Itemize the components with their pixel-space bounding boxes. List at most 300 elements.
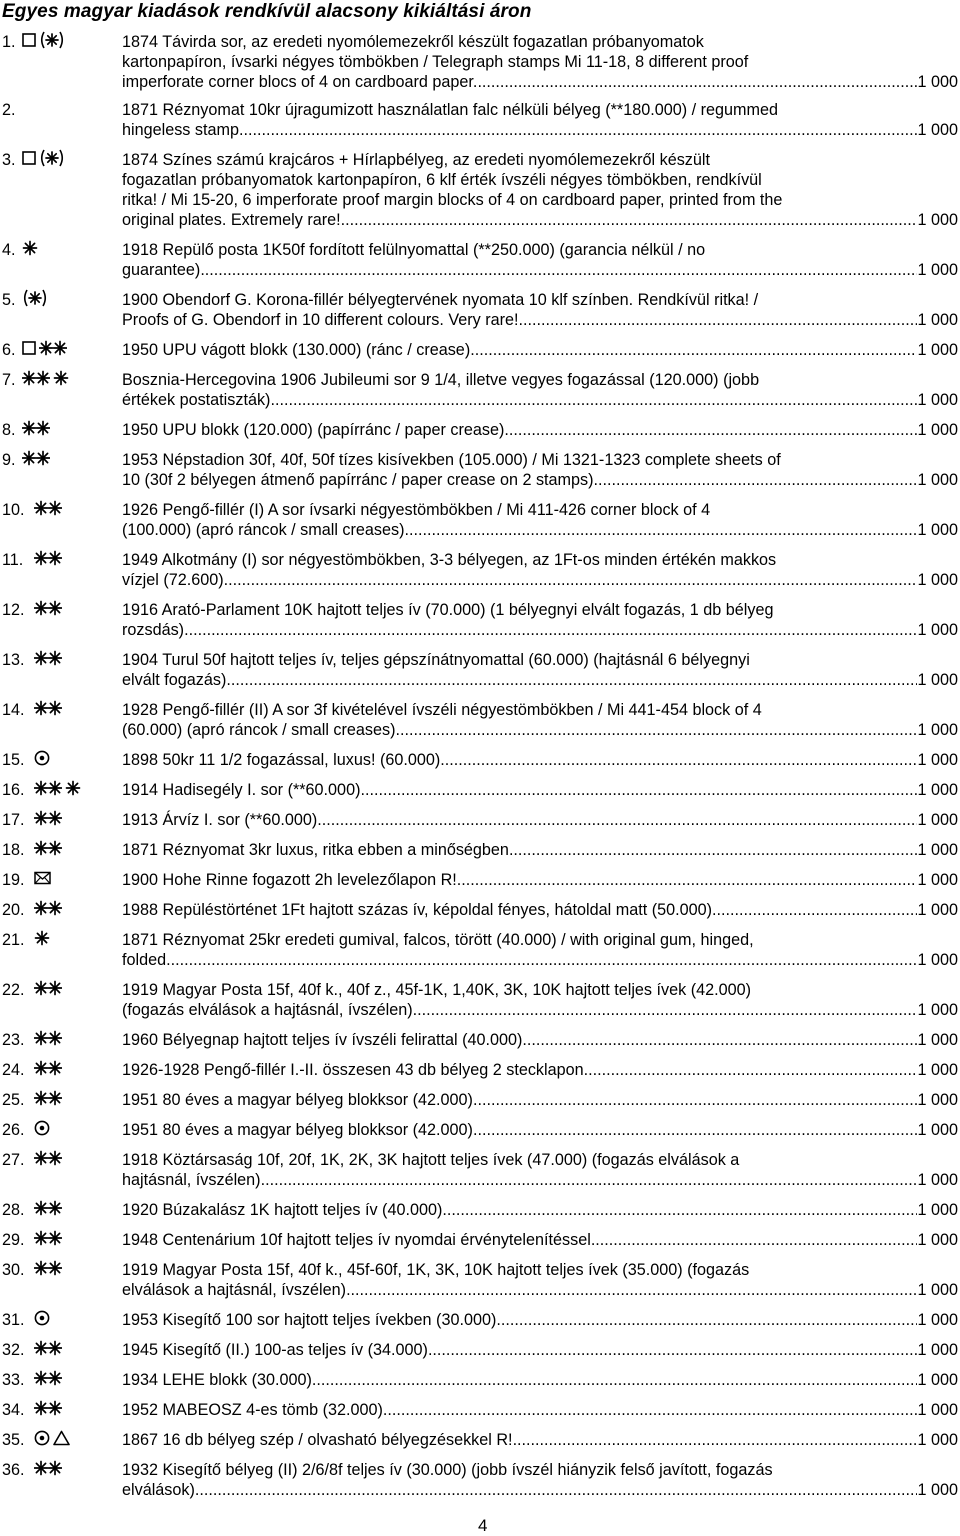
description-line: 1949 Alkotmány (I) sor négyestömbökben, 3-3 bélyegen, az 1Ft-os minden értékén makkos bbox=[122, 551, 777, 569]
price-line bbox=[122, 840, 958, 860]
price-line bbox=[122, 1340, 958, 1360]
description-line: vízjel (72.600) bbox=[122, 571, 224, 589]
description-line: hingeless stamp bbox=[122, 121, 239, 139]
description-line: 1918 Repülő posta 1K50f fordított felülnyomattal (**250.000) (garancia nélkül / no bbox=[122, 241, 706, 259]
used-circle-icon bbox=[34, 1310, 50, 1331]
lot-description bbox=[122, 870, 958, 890]
description-line: 1928 Pengő-fillér (II) A sor 3f kivételével ívszéli négyestömbökben / Mi 441-454 block of 4 bbox=[122, 701, 762, 719]
dot-leader bbox=[341, 210, 918, 230]
double-star-icon bbox=[34, 1060, 62, 1081]
lot-number: 22. bbox=[2, 981, 25, 999]
lot-description bbox=[122, 420, 958, 440]
starting-price: 1 000 bbox=[917, 211, 958, 229]
dot-leader bbox=[513, 1430, 918, 1450]
description-line: (60.000) (apró ráncok / small creases) bbox=[122, 721, 396, 739]
lot-description bbox=[122, 1430, 958, 1450]
starting-price: 1 000 bbox=[917, 1371, 958, 1389]
starting-price: 1 000 bbox=[917, 1231, 958, 1249]
description-line: 1874 Színes számú krajcáros + Hírlapbélyeg, az eredeti nyomólemezekről készült bbox=[122, 151, 710, 169]
starting-price: 1 000 bbox=[917, 721, 958, 739]
description-line: értékek postatiszták) bbox=[122, 391, 271, 409]
lot-description bbox=[122, 1150, 958, 1190]
double-star-icon bbox=[34, 780, 62, 801]
dot-leader bbox=[477, 72, 917, 92]
dot-leader bbox=[224, 570, 918, 590]
price-line bbox=[122, 670, 958, 690]
condition-icons bbox=[34, 601, 62, 619]
price-line bbox=[122, 1030, 958, 1050]
mint-star-icon bbox=[22, 240, 38, 261]
dot-leader bbox=[470, 340, 917, 360]
lot-number: 14. bbox=[2, 701, 25, 719]
double-star-icon bbox=[34, 1150, 62, 1171]
lot-description bbox=[122, 1060, 958, 1080]
description-line: 1919 Magyar Posta 15f, 40f k., 40f z., 45f-1K, 1,40K, 3K, 10K hajtott teljes ívek (42.000) bbox=[122, 981, 751, 999]
condition-icons bbox=[34, 811, 62, 829]
double-star-icon bbox=[34, 650, 62, 671]
double-star-icon bbox=[34, 1200, 62, 1221]
lot-number: 31. bbox=[2, 1311, 25, 1329]
double-star-icon bbox=[34, 1460, 62, 1481]
dot-leader bbox=[519, 310, 918, 330]
lot-description bbox=[122, 1120, 958, 1140]
condition-icons bbox=[34, 1311, 50, 1329]
price-line bbox=[122, 1480, 958, 1500]
description-line: guarantee) bbox=[122, 261, 201, 279]
lot-description bbox=[122, 150, 958, 230]
price-line bbox=[122, 570, 958, 590]
dot-leader bbox=[184, 620, 917, 640]
lot-number: 24. bbox=[2, 1061, 25, 1079]
double-star-icon bbox=[34, 1090, 62, 1111]
condition-icons bbox=[34, 1121, 50, 1139]
description-line: 1951 80 éves a magyar bélyeg blokksor (42.000) bbox=[122, 1091, 473, 1109]
double-star-icon bbox=[34, 1370, 62, 1391]
price-line bbox=[122, 1000, 958, 1020]
lot-description bbox=[122, 1230, 958, 1250]
starting-price: 1 000 bbox=[917, 471, 958, 489]
condition-icons bbox=[34, 981, 62, 999]
starting-price: 1 000 bbox=[917, 521, 958, 539]
dot-leader bbox=[428, 1340, 918, 1360]
description-line: 1948 Centenárium 10f hajtott teljes ív nyomdai érvénytelenítéssel bbox=[122, 1231, 591, 1249]
lot-number: 25. bbox=[2, 1091, 25, 1109]
dot-leader bbox=[504, 420, 917, 440]
double-star-icon bbox=[34, 980, 62, 1001]
starting-price: 1 000 bbox=[917, 1311, 958, 1329]
lot-description bbox=[122, 900, 958, 920]
starting-price: 1 000 bbox=[917, 781, 958, 799]
dot-leader bbox=[594, 470, 918, 490]
starting-price: 1 000 bbox=[917, 1121, 958, 1139]
description-line: 1867 16 db bélyeg szép / olvasható bélyegzésekkel R! bbox=[122, 1431, 513, 1449]
description-line: elvált fogazás) bbox=[122, 671, 227, 689]
condition-icons bbox=[34, 751, 50, 769]
description-line: Proofs of G. Obendorf in 10 different colours. Very rare! bbox=[122, 311, 519, 329]
price-line bbox=[122, 72, 958, 92]
starting-price: 1 000 bbox=[917, 1091, 958, 1109]
description-line: folded bbox=[122, 951, 167, 969]
lot-number: 18. bbox=[2, 841, 25, 859]
lot-description bbox=[122, 1200, 958, 1220]
condition-icons bbox=[22, 451, 50, 469]
price-line bbox=[122, 310, 958, 330]
lot-description bbox=[122, 1030, 958, 1050]
lot-number: 19. bbox=[2, 871, 25, 889]
description-line: 1988 Repüléstörténet 1Ft hajtott százas ív, képoldal fényes, hátoldal matt (50.000) bbox=[122, 901, 712, 919]
lot-description bbox=[122, 240, 958, 280]
description-line: 1874 Távirda sor, az eredeti nyomólemezekről készült fogazatlan próbanyomatok bbox=[122, 33, 704, 51]
lot-number: 17. bbox=[2, 811, 25, 829]
condition-icons bbox=[34, 1371, 62, 1389]
lot-description bbox=[122, 780, 958, 800]
lot-number: 5. bbox=[2, 291, 16, 309]
unused-star-icon bbox=[22, 289, 48, 312]
dot-leader bbox=[473, 1090, 918, 1110]
description-line: 1871 Réznyomat 25kr eredeti gumival, falcos, törött (40.000) / with original gum, hinged, bbox=[122, 931, 754, 949]
condition-icons bbox=[34, 551, 62, 569]
condition-icons bbox=[34, 1091, 62, 1109]
lot-description bbox=[122, 550, 958, 590]
starting-price: 1 000 bbox=[917, 1281, 958, 1299]
description-line: elválások) bbox=[122, 1481, 195, 1499]
starting-price: 1 000 bbox=[917, 1171, 958, 1189]
page-title: Egyes magyar kiadások rendkívül alacsony kikiáltási áron bbox=[2, 1, 532, 22]
description-line: 1914 Hadisegély I. sor (**60.000) bbox=[122, 781, 361, 799]
double-star-icon bbox=[34, 500, 62, 521]
price-line bbox=[122, 520, 958, 540]
condition-icons bbox=[34, 1431, 70, 1449]
dot-leader bbox=[226, 670, 917, 690]
description-line: 1900 Obendorf G. Korona-fillér bélyegtervének nyomata 10 klf színben. Rendkívül ritka! / bbox=[122, 291, 759, 309]
price-line bbox=[122, 1400, 958, 1420]
price-line bbox=[122, 720, 958, 740]
lot-description bbox=[122, 930, 958, 970]
starting-price: 1 000 bbox=[917, 1001, 958, 1019]
lot-number: 32. bbox=[2, 1341, 25, 1359]
dot-leader bbox=[396, 720, 918, 740]
description-line: 1934 LEHE blokk (30.000) bbox=[122, 1371, 312, 1389]
lot-number: 35. bbox=[2, 1431, 25, 1449]
description-line: 1926-1928 Pengő-fillér I.-II. összesen 43 db bélyeg 2 stecklapon bbox=[122, 1061, 584, 1079]
price-line bbox=[122, 1280, 958, 1300]
starting-price: 1 000 bbox=[917, 1481, 958, 1499]
condition-icons bbox=[34, 931, 50, 949]
description-line: rozsdás) bbox=[122, 621, 185, 639]
starting-price: 1 000 bbox=[917, 341, 958, 359]
description-line: 1919 Magyar Posta 15f, 40f k., 45f-60f, 1K, 3K, 10K hajtott teljes ívek (35.000) (fogazás bbox=[122, 1261, 750, 1279]
price-line bbox=[122, 900, 958, 920]
lot-description bbox=[122, 450, 958, 490]
starting-price: 1 000 bbox=[917, 811, 958, 829]
condition-icons bbox=[34, 1151, 62, 1169]
description-line: fogazatlan próbanyomatok kartonpapíron, 6 klf érték ívszéli négyes tömbökben, rendkívül bbox=[122, 171, 762, 189]
starting-price: 1 000 bbox=[917, 1431, 958, 1449]
dot-leader bbox=[584, 1060, 918, 1080]
starting-price: 1 000 bbox=[917, 1201, 958, 1219]
imperforate-box-icon bbox=[22, 32, 36, 52]
price-line bbox=[122, 1120, 958, 1140]
description-line: 1951 80 éves a magyar bélyeg blokksor (42.000) bbox=[122, 1121, 473, 1139]
description-line: 1950 UPU vágott blokk (130.000) (ránc / crease) bbox=[122, 341, 471, 359]
lot-number: 9. bbox=[2, 451, 16, 469]
lot-number: 20. bbox=[2, 901, 25, 919]
price-line bbox=[122, 1310, 958, 1330]
dot-leader bbox=[360, 780, 917, 800]
double-star-icon bbox=[34, 1260, 62, 1281]
dot-leader bbox=[195, 1480, 918, 1500]
starting-price: 1 000 bbox=[917, 1061, 958, 1079]
price-line bbox=[122, 750, 958, 770]
lot-number: 16. bbox=[2, 781, 25, 799]
starting-price: 1 000 bbox=[917, 391, 958, 409]
description-line: 1916 Arató-Parlament 10K hajtott teljes ív (70.000) (1 bélyegnyi elvált fogazás, 1 db bélyeg bbox=[122, 601, 774, 619]
condition-icons bbox=[22, 151, 65, 169]
double-star-icon bbox=[34, 1030, 62, 1051]
description-line: imperforate corner blocs of 4 on cardboard paper. bbox=[122, 73, 478, 91]
lot-description bbox=[122, 1370, 958, 1390]
starting-price: 1 000 bbox=[917, 571, 958, 589]
description-line: hajtásnál, ívszélen) bbox=[122, 1171, 261, 1189]
price-line bbox=[122, 420, 958, 440]
lot-number: 10. bbox=[2, 501, 25, 519]
lot-number: 4. bbox=[2, 241, 16, 259]
price-line bbox=[122, 1230, 958, 1250]
lot-description bbox=[122, 100, 958, 140]
dot-leader bbox=[312, 1370, 918, 1390]
used-circle-icon bbox=[34, 1430, 50, 1451]
dot-leader bbox=[457, 870, 918, 890]
starting-price: 1 000 bbox=[917, 621, 958, 639]
lot-number: 8. bbox=[2, 421, 16, 439]
starting-price: 1 000 bbox=[917, 1031, 958, 1049]
used-circle-icon bbox=[34, 750, 50, 771]
price-line bbox=[122, 1060, 958, 1080]
lot-description bbox=[122, 1400, 958, 1420]
price-line bbox=[122, 340, 958, 360]
lot-number: 30. bbox=[2, 1261, 25, 1279]
description-line: 1871 Réznyomat 10kr újragumizott használatlan falc nélküli bélyeg (**180.000) / regummed bbox=[122, 101, 778, 119]
lot-description bbox=[122, 980, 958, 1020]
double-star-icon bbox=[34, 840, 62, 861]
lot-number: 23. bbox=[2, 1031, 25, 1049]
used-circle-icon bbox=[34, 1120, 50, 1141]
lot-number: 21. bbox=[2, 931, 25, 949]
lot-number: 15. bbox=[2, 751, 25, 769]
condition-icons bbox=[22, 341, 67, 359]
dot-leader bbox=[200, 260, 917, 280]
condition-icons bbox=[34, 651, 62, 669]
starting-price: 1 000 bbox=[917, 121, 958, 139]
condition-icons bbox=[34, 1031, 62, 1049]
description-line: 1953 Kisegítő 100 sor hajtott teljes ívekben (30.000) bbox=[122, 1311, 497, 1329]
description-line: 1926 Pengő-fillér (I) A sor ívsarki négyestömbökben / Mi 411-426 corner block of 4 bbox=[122, 501, 711, 519]
lot-description bbox=[122, 700, 958, 740]
price-line bbox=[122, 1370, 958, 1390]
lot-number: 29. bbox=[2, 1231, 25, 1249]
starting-price: 1 000 bbox=[917, 901, 958, 919]
dot-leader bbox=[317, 810, 917, 830]
condition-icons bbox=[34, 1341, 62, 1359]
lot-description bbox=[122, 290, 958, 330]
condition-icons bbox=[34, 701, 62, 719]
condition-icons bbox=[34, 781, 81, 799]
description-line: (100.000) (apró ráncok / small creases) bbox=[122, 521, 405, 539]
envelope-icon bbox=[34, 870, 51, 890]
condition-icons bbox=[34, 1061, 62, 1079]
double-star-icon bbox=[34, 810, 62, 831]
description-line: elválások a hajtásnál, ívszélen) bbox=[122, 1281, 347, 1299]
condition-icons bbox=[22, 371, 69, 389]
lot-description bbox=[122, 650, 958, 690]
double-star-icon bbox=[34, 900, 62, 921]
dot-leader bbox=[496, 1310, 917, 1330]
lot-description bbox=[122, 370, 958, 410]
condition-icons bbox=[34, 1461, 62, 1479]
dot-leader bbox=[591, 1230, 918, 1250]
price-line bbox=[122, 260, 958, 280]
lot-description bbox=[122, 600, 958, 640]
description-line: 1904 Turul 50f hajtott teljes ív, teljes gépszínátnyomattal (60.000) (hajtásnál 6 bélyegnyi bbox=[122, 651, 750, 669]
dot-leader bbox=[473, 1120, 918, 1140]
condition-icons bbox=[34, 841, 62, 859]
lot-number: 12. bbox=[2, 601, 25, 619]
lot-number: 2. bbox=[2, 101, 16, 119]
description-line: 1952 MABEOSZ 4-es tömb (32.000) bbox=[122, 1401, 383, 1419]
price-line bbox=[122, 870, 958, 890]
mint-star-icon bbox=[65, 780, 81, 801]
lot-number: 28. bbox=[2, 1201, 25, 1219]
price-line bbox=[122, 120, 958, 140]
condition-icons bbox=[34, 1261, 62, 1279]
price-line bbox=[122, 390, 958, 410]
description-line: 1898 50kr 11 1/2 fogazással, luxus! (60.000) bbox=[122, 751, 441, 769]
starting-price: 1 000 bbox=[917, 751, 958, 769]
condition-icons bbox=[22, 421, 50, 439]
dot-leader bbox=[239, 120, 918, 140]
dot-leader bbox=[522, 1030, 917, 1050]
lot-number: 26. bbox=[2, 1121, 25, 1139]
dot-leader bbox=[440, 750, 917, 770]
condition-icons bbox=[22, 291, 48, 309]
price-line bbox=[122, 470, 958, 490]
description-line: 1920 Búzakalász 1K hajtott teljes ív (40.000) bbox=[122, 1201, 443, 1219]
price-line bbox=[122, 1170, 958, 1190]
price-line bbox=[122, 210, 958, 230]
lot-description bbox=[122, 500, 958, 540]
starting-price: 1 000 bbox=[917, 1401, 958, 1419]
starting-price: 1 000 bbox=[917, 871, 958, 889]
condition-icons bbox=[22, 33, 65, 51]
price-line bbox=[122, 1430, 958, 1450]
lot-description bbox=[122, 1460, 958, 1500]
double-star-icon bbox=[22, 450, 50, 471]
dot-leader bbox=[166, 950, 917, 970]
dot-leader bbox=[346, 1280, 917, 1300]
description-line: (fogazás elválások a hajtásnál, ívszélen) bbox=[122, 1001, 413, 1019]
dot-leader bbox=[405, 520, 918, 540]
lot-description bbox=[122, 840, 958, 860]
description-line: 1871 Réznyomat 3kr luxus, ritka ebben a minőségben bbox=[122, 841, 509, 859]
lot-description bbox=[122, 1260, 958, 1300]
description-line: 10 (30f 2 bélyegen átmenő papírránc / paper crease on 2 stamps) bbox=[122, 471, 594, 489]
condition-icons bbox=[34, 871, 51, 889]
double-star-icon bbox=[34, 700, 62, 721]
double-star-icon bbox=[34, 1400, 62, 1421]
description-line: kartonpapíron, ívsarki négyes tömbökben / Telegraph stamps Mi 11-18, 8 different proof bbox=[122, 53, 749, 71]
double-star-icon bbox=[34, 1340, 62, 1361]
lot-description bbox=[122, 1340, 958, 1360]
double-star-icon bbox=[39, 340, 67, 361]
double-star-icon bbox=[22, 370, 50, 391]
lot-number: 3. bbox=[2, 151, 16, 169]
starting-price: 1 000 bbox=[917, 671, 958, 689]
starting-price: 1 000 bbox=[917, 311, 958, 329]
page-number: 4 bbox=[478, 1516, 488, 1535]
lot-number: 33. bbox=[2, 1371, 25, 1389]
description-line: 1950 UPU blokk (120.000) (papírránc / paper crease) bbox=[122, 421, 505, 439]
price-line bbox=[122, 810, 958, 830]
description-line: original plates. Extremely rare! bbox=[122, 211, 341, 229]
description-line: 1900 Hohe Rinne fogazott 2h levelezőlapon R! bbox=[122, 871, 457, 889]
starting-price: 1 000 bbox=[917, 421, 958, 439]
lot-number: 34. bbox=[2, 1401, 25, 1419]
imperforate-box-icon bbox=[22, 150, 36, 170]
condition-icons bbox=[34, 1401, 62, 1419]
condition-icons bbox=[34, 1231, 62, 1249]
double-star-icon bbox=[34, 1230, 62, 1251]
dot-leader bbox=[509, 840, 918, 860]
price-line bbox=[122, 620, 958, 640]
starting-price: 1 000 bbox=[917, 261, 958, 279]
condition-icons bbox=[34, 501, 62, 519]
description-line: Bosznia-Hercegovina 1906 Jubileumi sor 9 1/4, illetve vegyes fogazással (120.000) (jobb bbox=[122, 371, 760, 389]
lot-number: 1. bbox=[2, 33, 16, 51]
dot-leader bbox=[261, 1170, 918, 1190]
price-line bbox=[122, 950, 958, 970]
price-line bbox=[122, 1200, 958, 1220]
starting-price: 1 000 bbox=[917, 73, 958, 91]
dot-leader bbox=[413, 1000, 918, 1020]
description-line: 1918 Köztársaság 10f, 20f, 1K, 2K, 3K hajtott teljes ívek (47.000) (fogazás elválások a bbox=[122, 1151, 740, 1169]
lot-description bbox=[122, 810, 958, 830]
lot-number: 6. bbox=[2, 341, 16, 359]
lot-description bbox=[122, 32, 958, 92]
condition-icons bbox=[34, 901, 62, 919]
description-line: 1953 Népstadion 30f, 40f, 50f tízes kisívekben (105.000) / Mi 1321-1323 complete sheets of bbox=[122, 451, 781, 469]
double-star-icon bbox=[22, 420, 50, 441]
lot-number: 13. bbox=[2, 651, 25, 669]
unused-star-icon bbox=[39, 149, 65, 172]
unused-star-icon bbox=[39, 31, 65, 54]
lot-number: 27. bbox=[2, 1151, 25, 1169]
lot-description bbox=[122, 340, 958, 360]
price-line bbox=[122, 1090, 958, 1110]
description-line: 1945 Kisegítő (II.) 100-as teljes ív (34.000) bbox=[122, 1341, 428, 1359]
description-line: 1913 Árvíz I. sor (**60.000) bbox=[122, 811, 318, 829]
condition-icons bbox=[34, 1201, 62, 1219]
starting-price: 1 000 bbox=[917, 951, 958, 969]
price-line bbox=[122, 780, 958, 800]
condition-icons bbox=[22, 241, 38, 259]
lot-number: 36. bbox=[2, 1461, 25, 1479]
dot-leader bbox=[712, 900, 917, 920]
triangle-icon bbox=[53, 1430, 70, 1451]
starting-price: 1 000 bbox=[917, 1341, 958, 1359]
description-line: ritka! / Mi 15-20, 6 imperforate proof margin blocks of 4 on cardboard paper, printed from the bbox=[122, 191, 783, 209]
double-star-icon bbox=[34, 600, 62, 621]
double-star-icon bbox=[34, 550, 62, 571]
